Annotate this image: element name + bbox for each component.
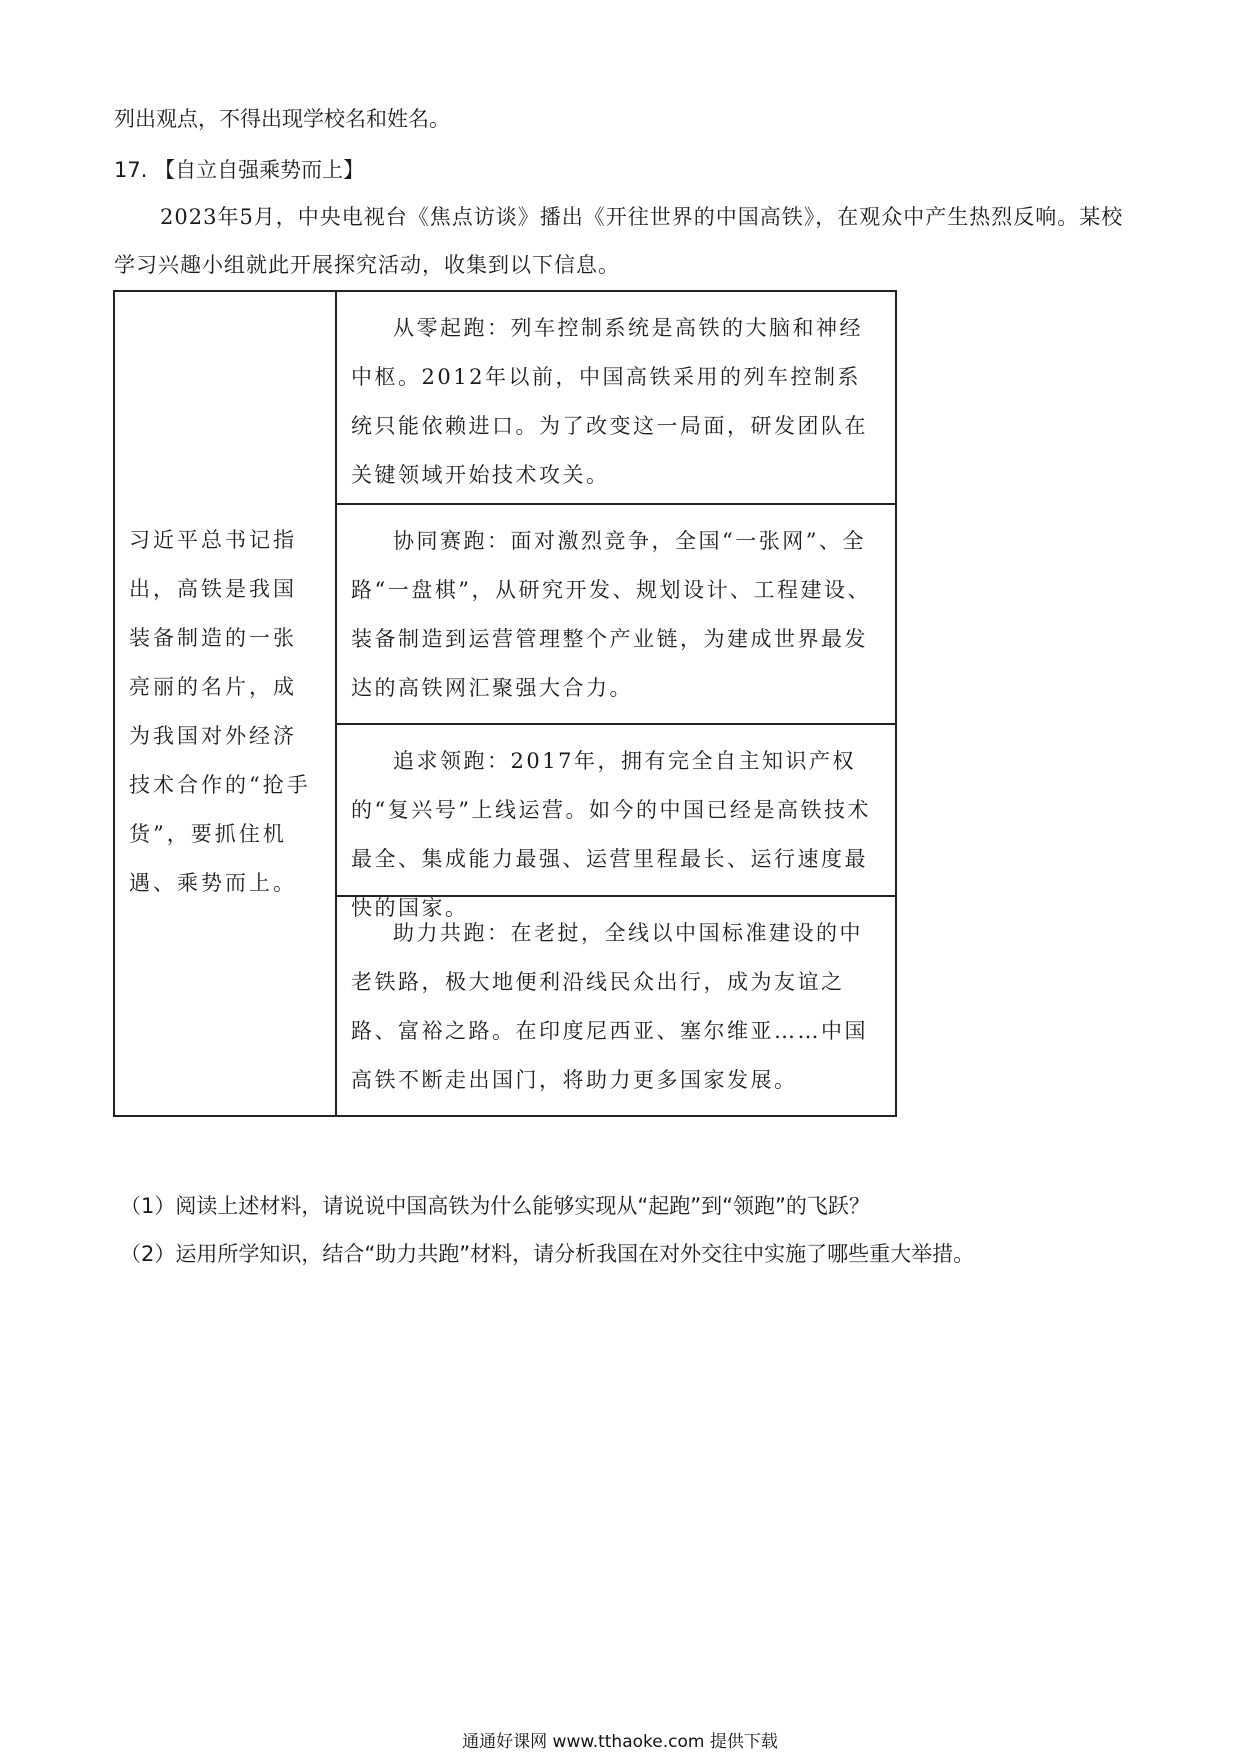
question-2: （2）运用所学知识，结合“助力共跑”材料，请分析我国在对外交往中实施了哪些重大举措。 xyxy=(120,1242,975,1266)
intro-line: 列出观点，不得出现学校名和姓名。 xyxy=(114,107,450,131)
question-title: 17. 【自立自强乘势而上】 xyxy=(114,158,365,182)
cell-shared-run: 助力共跑：在老挝，全线以中国标准建设的中老铁路，极大地便利沿线民众出行，成为友谊之路、富裕之路。在印度尼西亚、塞尔维亚……中国高铁不断走出国门，将助力更多国家发展。 xyxy=(351,921,868,1092)
table-left-column xyxy=(115,292,337,1115)
left-quote-text: 习近平总书记指出，高铁是我国装备制造的一张亮丽的名片，成为我国对外经济技术合作的“抢手货”，要抓住机遇、乘势而上。 xyxy=(129,528,311,895)
footer-watermark: 通通好课网 www.tthaoke.com 提供下载 xyxy=(462,1732,778,1752)
info-table xyxy=(113,290,897,1117)
question-1: （1）阅读上述材料，请说说中国高铁为什么能够实现从“起跑”到“领跑”的飞跃？ xyxy=(120,1194,870,1218)
cell-leading-run: 追求领跑：2017年，拥有完全自主知识产权的“复兴号”上线运营。如今的中国已经是高铁技术最全、集成能力最强、运营里程最长、运行速度最快的国家。 xyxy=(337,725,895,897)
material-line-1: 2023年5月，中央电视台《焦点访谈》播出《开往世界的中国高铁》，在观众中产生热烈反响。某校 xyxy=(160,205,1124,229)
cell-cooperative-run: 协同赛跑：面对激烈竞争，全国“一张网”、全路“一盘棋”，从研究开发、规划设计、工程建设、装备制造到运营管理整个产业链，为建成世界最发达的高铁网汇聚强大合力。 xyxy=(337,505,895,725)
material-line-2: 学习兴趣小组就此开展探究活动，收集到以下信息。 xyxy=(114,253,620,277)
cell-start-run: 从零起跑：列车控制系统是高铁的大脑和神经中枢。2012年以前，中国高铁采用的列车控制系统只能依赖进口。为了改变这一局面，研发团队在关键领域开始技术攻关。 xyxy=(337,292,895,505)
